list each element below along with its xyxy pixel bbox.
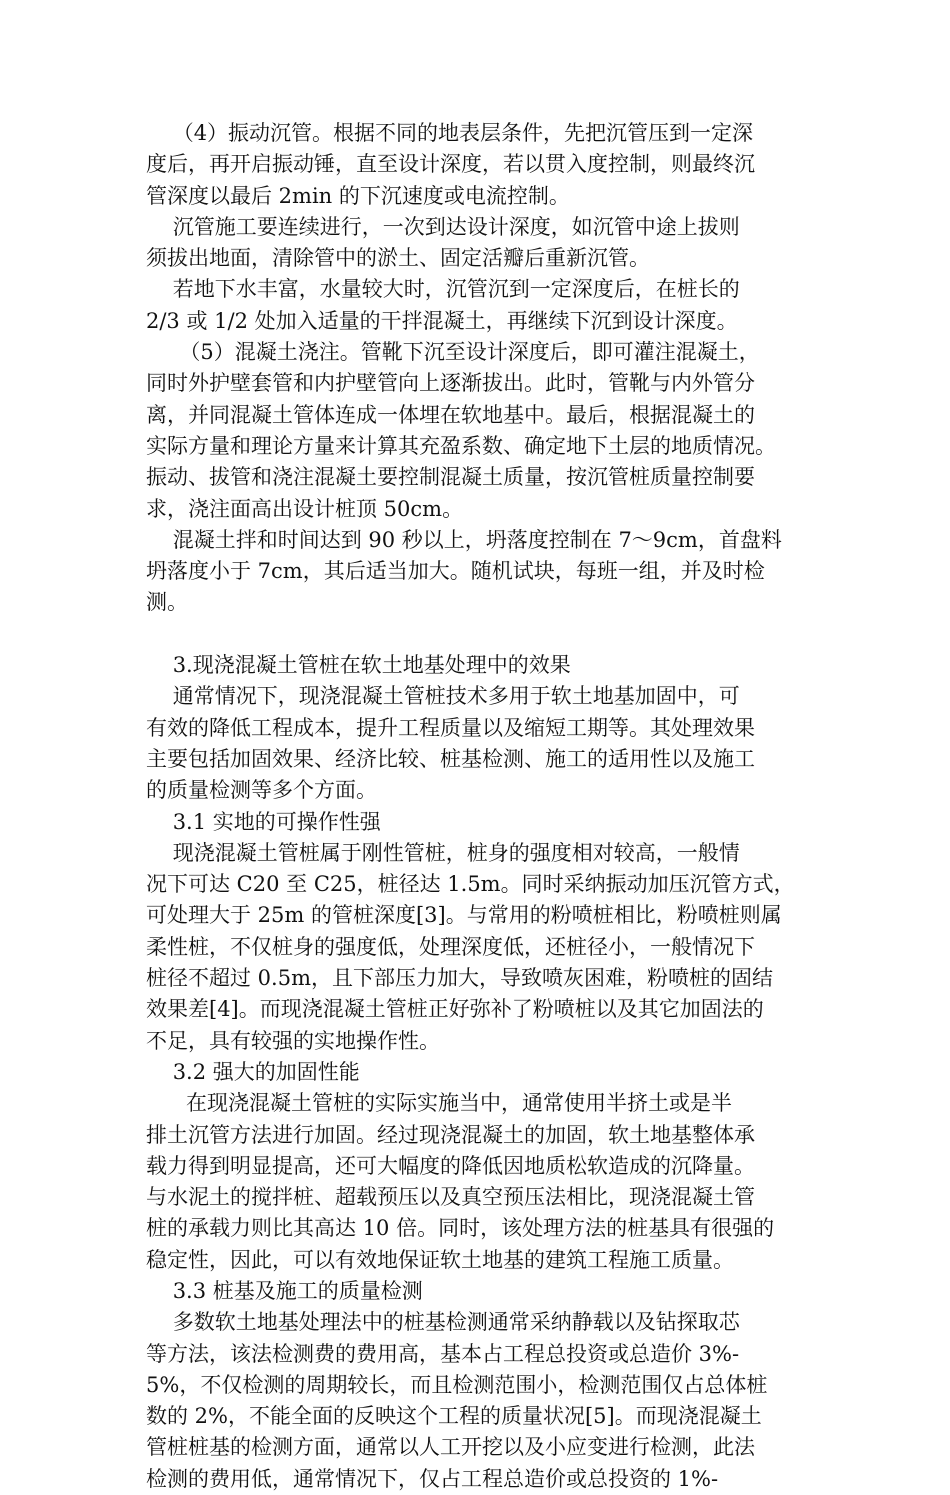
text-line: 若地下水丰富，水量较大时，沉管沉到一定深度后，在桩长的 [146,277,740,302]
text-line: 数的 2%，不能全面的反映这个工程的质量状况[5]。而现浇混凝土 [146,1404,762,1429]
text-line: 载力得到明显提高，还可大幅度的降低因地质松软造成的沉降量。 [146,1153,755,1178]
text-line: 可处理大于 25m 的管桩深度[3]。与常用的粉喷桩相比，粉喷桩则属 [146,903,782,928]
text-line: 与水泥土的搅拌桩、超载预压以及真空预压法相比，现浇混凝土管 [146,1185,755,1210]
text-line: 振动、拔管和浇注混凝土要控制混凝土质量，按沉管桩质量控制要 [146,465,755,490]
text-line: 桩的承载力则比其高达 10 倍。同时，该处理方法的桩基具有很强的 [146,1216,775,1241]
text-line: 现浇混凝土管桩属于刚性管桩，桩身的强度相对较高，一般情 [146,840,740,865]
text-line: 通常情况下，现浇混凝土管桩技术多用于软土地基加固中，可 [146,684,740,709]
text-line: 有效的降低工程成本，提升工程质量以及缩短工期等。其处理效果 [146,715,755,740]
text-line: 多数软土地基处理法中的桩基检测通常采纳静载以及钻探取芯 [146,1310,740,1335]
text-line: 坍落度小于 7cm，其后适当加大。随机试块，每班一组，并及时检 [146,559,765,584]
text-line: 不足，具有较强的实地操作性。 [146,1028,440,1053]
text-line: 等方法，该法检测费的费用高，基本占工程总投资或总造价 3%- [146,1341,740,1366]
text-line: 同时外护壁套管和内护壁管向上逐渐拔出。此时，管靴与内外管分 [146,371,755,396]
text-line: 况下可达 C20 至 C25，桩径达 1.5m。同时采纳振动加压沉管方式， [146,872,795,897]
text-line: 柔性桩，不仅桩身的强度低，处理深度低，还桩径小，一般情况下 [146,934,755,959]
text-line: 求，浇注面高出设计桩顶 50cm。 [146,496,464,521]
text-line: 3.1 实地的可操作性强 [146,809,381,834]
text-line: 管深度以最后 2min 的下沉速度或电流控制。 [146,183,570,208]
text-line: 离，并同混凝土管体连成一体埋在软地基中。最后，根据混凝土的 [146,402,755,427]
text-line: 检测的费用低，通常情况下，仅占工程总造价或总投资的 1%- [146,1466,719,1491]
text-line: 实际方量和理论方量来计算其充盈系数、确定地下土层的地质情况。 [146,433,776,458]
text-line: 3.2 强大的加固性能 [146,1059,360,1084]
text-line: 稳定性，因此，可以有效地保证软土地基的建筑工程施工质量。 [146,1247,734,1272]
text-line: 排土沉管方法进行加固。经过现浇混凝土的加固，软土地基整体承 [146,1122,755,1147]
text-line: 在现浇混凝土管桩的实际实施当中，通常使用半挤土或是半 [146,1091,733,1116]
text-line: 混凝土拌和时间达到 90 秒以上，坍落度控制在 7～9cm，首盘料 [146,527,782,552]
text-line: 效果差[4]。而现浇混凝土管桩正好弥补了粉喷桩以及其它加固法的 [146,997,764,1022]
body-text [146,118,812,1495]
text-line: 沉管施工要连续进行，一次到达设计深度，如沉管中途上拔则 [146,214,740,239]
text-line: （4）振动沉管。根据不同的地表层条件，先把沉管压到一定深 [146,121,754,145]
text-line: 3.现浇混凝土管桩在软土地基处理中的效果 [146,653,571,678]
text-line: 管桩桩基的检测方面，通常以人工开挖以及小应变进行检测，此法 [146,1435,755,1460]
text-line: 5%，不仅检测的周期较长，而且检测范围小，检测范围仅占总体桩 [146,1372,768,1397]
text-line: 须拔出地面，清除管中的淤土、固定活瓣后重新沉管。 [146,246,650,271]
text-line: （5）混凝土浇注。管靴下沉至设计深度后，即可灌注混凝土， [146,340,760,365]
text-line: 的质量检测等多个方面。 [146,778,377,803]
text-line: 3.3 桩基及施工的质量检测 [146,1278,423,1303]
text-line: 度后，再开启振动锤，直至设计深度，若以贯入度控制，则最终沉 [146,152,755,177]
blank-line [146,619,812,650]
text-line: 主要包括加固效果、经济比较、桩基检测、施工的适用性以及施工 [146,746,755,771]
text-line: 测。 [146,590,188,615]
text-line: 桩径不超过 0.5m，且下部压力加大，导致喷灰困难，粉喷桩的固结 [146,966,773,991]
text-line: 2/3 或 1/2 处加入适量的干拌混凝土，再继续下沉到设计深度。 [146,308,738,333]
